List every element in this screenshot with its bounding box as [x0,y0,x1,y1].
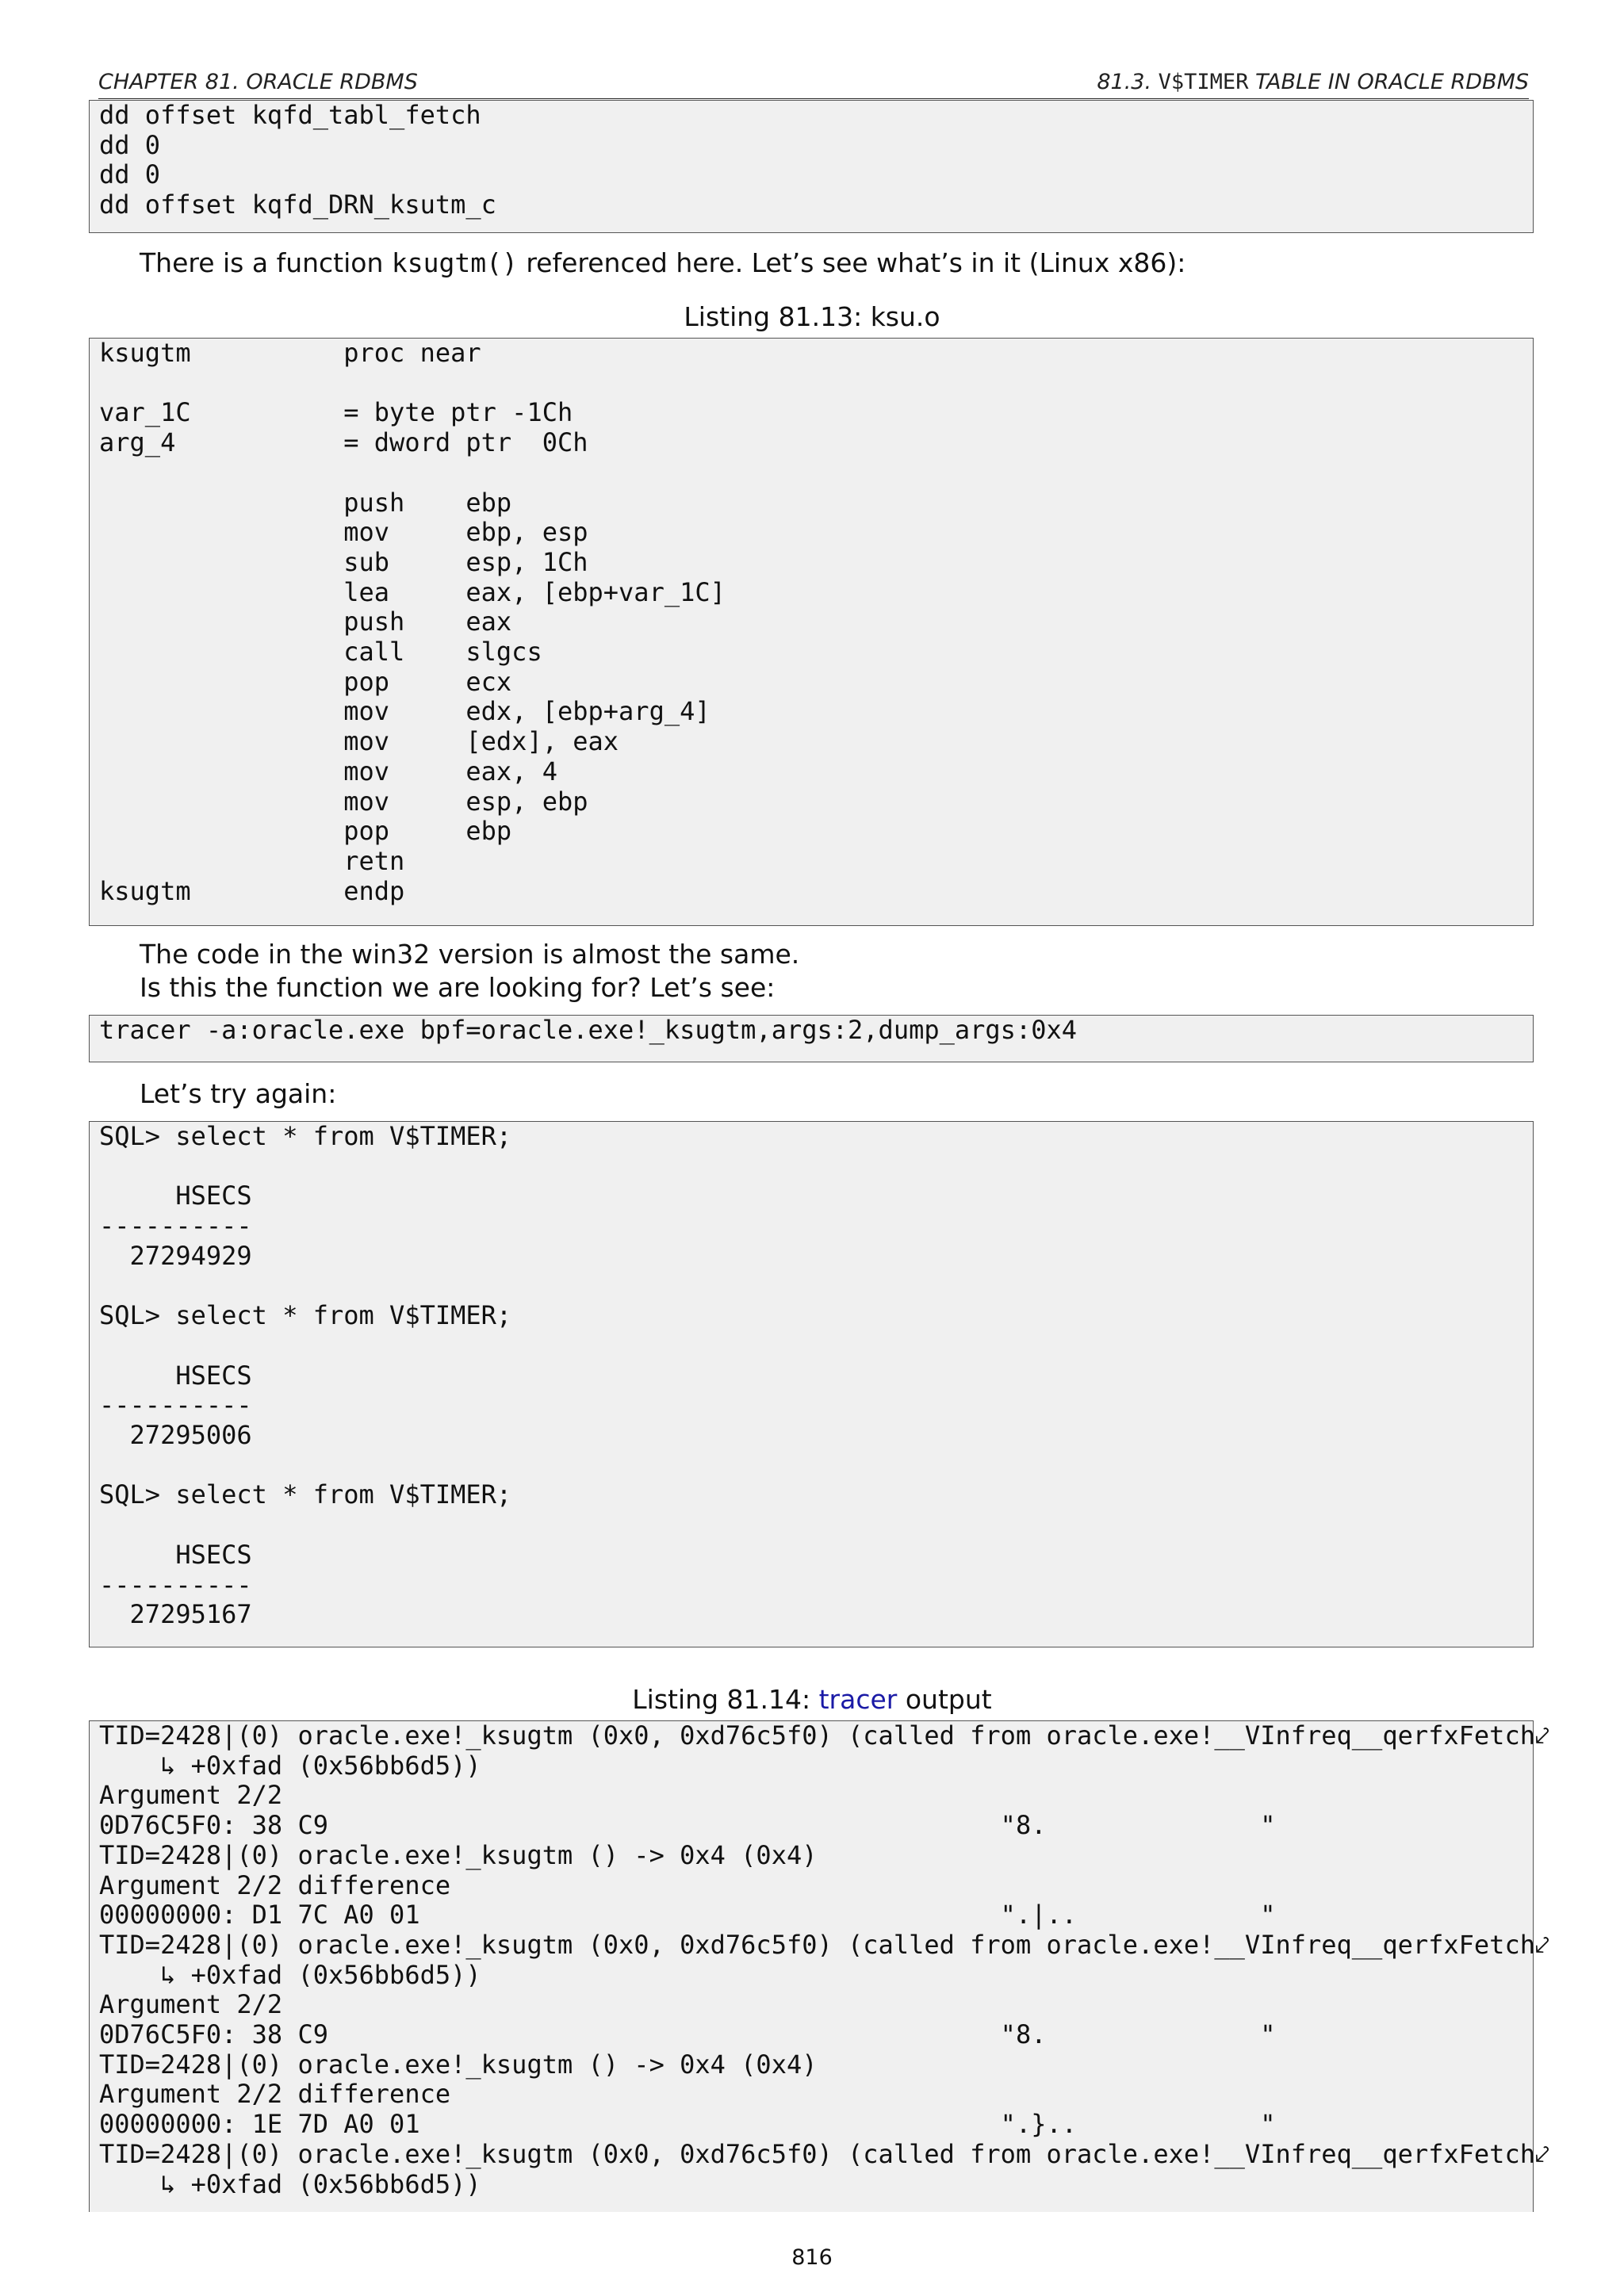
code-line: ---------- [99,1390,252,1421]
tracer-command-text: tracer -a:oracle.exe bpf=oracle.exe!_ksugtm,args:2,dump_args:0x4 [99,1015,1077,1045]
inline-code-ksugtm: ksugtm() [391,247,518,278]
code-line: dd 0 [99,159,161,190]
code-line: pop ecx [99,666,512,697]
code-line: ksugtm endp [99,875,405,906]
code-line: var_1C = byte ptr -1Ch [99,397,573,428]
code-line: dd 0 [99,129,161,160]
code-line: sub esp, 1Ch [99,546,588,577]
code-line: call slgcs [99,637,542,668]
code-line: TID=2428|(0) oracle.exe!_ksugtm (0x0, 0xd76c5f0) (called from oracle.exe!__VInfreq__qerfxFetch⤦ [99,1720,1549,1751]
code-line: 00000000: 1E 7D A0 01 ".}.. " [99,2109,1276,2140]
code-sql-session [89,1121,1534,1647]
code-line: dd offset kqfd_DRN_ksutm_c [99,189,496,220]
page-header [98,68,1529,99]
code-line: Argument 2/2 difference [99,1869,451,1900]
code-line: Argument 2/2 [99,1989,283,2020]
code-line: pop ebp [99,816,512,847]
header-chapter: CHAPTER 81. ORACLE RDBMS [98,70,418,94]
code-line: push eax [99,607,512,637]
code-line: 27295006 [99,1420,252,1451]
code-top-text [99,101,1533,220]
code-line: Argument 2/2 difference [99,2079,451,2110]
code-line: 0D76C5F0: 38 C9 "8. " [99,2019,1276,2050]
tracer-output-text [99,1720,1549,2199]
code-line: TID=2428|(0) oracle.exe!_ksugtm (0x0, 0xd76c5f0) (called from oracle.exe!__VInfreq__qerfxFetch⤦ [99,1929,1549,1960]
code-line: 0D76C5F0: 38 C9 "8. " [99,1810,1276,1841]
code-line: arg_4 = dword ptr 0Ch [99,427,588,458]
code-line: retn [99,845,405,876]
code-line: TID=2428|(0) oracle.exe!_ksugtm () -> 0x4 (0x4) [99,2049,818,2080]
page-number: 816 [791,2245,833,2270]
code-tracer-command [89,1015,1534,1062]
listing-caption-tracer: Listing 81.14: tracer output [632,1684,992,1715]
code-line: mov esp, ebp [99,786,588,817]
code-line: HSECS [99,1181,252,1211]
code-line: ---------- [99,1211,252,1242]
header-section: 81.3. V$TIMER TABLE IN ORACLE RDBMS [1097,70,1529,94]
code-line: ↳ +0xfad (0x56bb6d5)) [99,2168,481,2199]
sql-session-text [99,1122,1533,1630]
code-line: SQL> select * from V$TIMER; [99,1479,512,1510]
code-line: HSECS [99,1539,252,1570]
paragraph-question: Is this the function we are looking for? Let’s see: [140,972,776,1003]
paragraph-function-ref: There is a function ksugtm() referenced here. Let’s see what’s in it (Linux x86): [140,247,1186,278]
code-line: TID=2428|(0) oracle.exe!_ksugtm () -> 0x4 (0x4) [99,1839,818,1870]
paragraph-try-again: Let’s try again: [140,1078,337,1109]
code-line: TID=2428|(0) oracle.exe!_ksugtm (0x0, 0xd76c5f0) (called from oracle.exe!__VInfreq__qerfxFetch⤦ [99,2138,1549,2169]
code-line: mov ebp, esp [99,517,588,548]
code-line: mov eax, 4 [99,756,557,786]
code-line: dd offset kqfd_tabl_fetch [99,100,481,130]
code-block-top [89,100,1534,233]
code-listing-ksugtm-text [99,339,1533,906]
code-listing-ksugtm [89,338,1534,926]
code-line: SQL> select * from V$TIMER; [99,1121,512,1151]
paragraph-win32: The code in the win32 version is almost the same. [140,939,800,970]
code-line: ↳ +0xfad (0x56bb6d5)) [99,1959,481,1990]
code-line: Argument 2/2 [99,1780,283,1811]
code-line: mov [edx], eax [99,726,619,757]
listing-caption-ksu: Listing 81.13: ksu.o [684,301,940,332]
code-line: 00000000: D1 7C A0 01 ".|.. " [99,1900,1276,1931]
tracer-link[interactable]: tracer [818,1684,898,1715]
code-line: HSECS [99,1360,252,1391]
code-line: ---------- [99,1569,252,1600]
code-line: mov edx, [ebp+arg_4] [99,696,710,727]
code-line: ksugtm proc near [99,338,481,368]
code-line: push ebp [99,487,512,518]
code-line: lea eax, [ebp+var_1C] [99,576,726,607]
code-line: SQL> select * from V$TIMER; [99,1300,512,1331]
code-tracer-output [89,1720,1549,2212]
code-line: 27294929 [99,1240,252,1271]
code-line: 27295167 [99,1599,252,1630]
code-line: ↳ +0xfad (0x56bb6d5)) [99,1750,481,1781]
